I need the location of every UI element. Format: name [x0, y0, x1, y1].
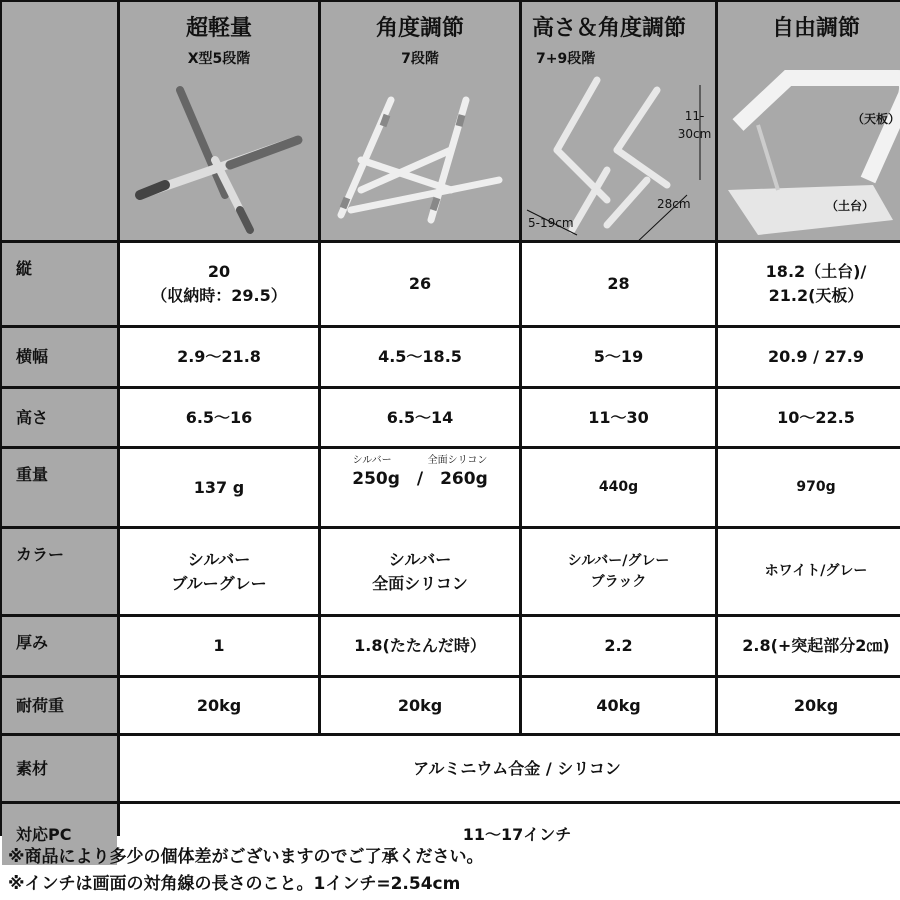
column-title: 高さ＆角度調節 [532, 16, 687, 41]
cell-text: ブルーグレー [171, 573, 267, 593]
cell: 20kg [321, 678, 519, 733]
corner-cell [2, 2, 117, 240]
x-stand-image [120, 70, 318, 240]
top-plate-annotation: （天板） [851, 112, 900, 126]
cell: 11〜30 [522, 389, 715, 446]
column-title: 自由調節 [771, 16, 860, 41]
cell: 20kg [120, 678, 318, 733]
column-title: 超軽量 [185, 16, 252, 41]
cell-text: 21.2(天板） [768, 286, 864, 305]
footnote: ※インチは画面の対角線の長さのこと。1インチ=2.54cm [8, 874, 461, 894]
footnotes [8, 844, 484, 898]
column-subtitle: 7+9段階 [536, 51, 596, 67]
cell: 2.8(+突起部分2㎝) [718, 617, 900, 675]
cell [120, 529, 318, 614]
header-col-4 [718, 2, 900, 240]
note-silver: シルバー [352, 455, 392, 466]
cell: 137 g [120, 449, 318, 526]
base-annotation: （土台） [825, 199, 874, 213]
cell: 2.9〜21.8 [120, 328, 318, 386]
cell-text: シルバー [187, 549, 251, 569]
depth-annotation: 28cm [657, 197, 691, 211]
cell: 4.5〜18.5 [321, 328, 519, 386]
cell: 20.9 / 27.9 [718, 328, 900, 386]
cell: 1 [120, 617, 318, 675]
cell-text: ブラック [590, 573, 647, 590]
cell [321, 449, 519, 526]
column-title: 角度調節 [375, 16, 464, 41]
cell: 6.5〜14 [321, 389, 519, 446]
header-col-2 [321, 2, 519, 240]
row-label-thickness: 厚み [2, 617, 117, 675]
column-subtitle: X型5段階 [187, 51, 251, 67]
cell: 20kg [718, 678, 900, 733]
cell [321, 529, 519, 614]
cell-text: 250g / 260g [352, 469, 488, 489]
cell: 2.2 [522, 617, 715, 675]
cell [522, 529, 715, 614]
cell: 5〜19 [522, 328, 715, 386]
note-silicone: 全面シリコン [427, 455, 488, 466]
header-col-1 [120, 2, 318, 240]
angle-stand-image [321, 70, 519, 240]
row-label-material: 素材 [2, 736, 117, 801]
row-label-height: 高さ [2, 389, 117, 446]
cell: 1.8(たたんだ時） [321, 617, 519, 675]
row-label-weight: 重量 [2, 449, 117, 526]
footnote: ※商品により多少の個体差がございますのでご了承ください。 [8, 847, 484, 867]
row-label-width: 横幅 [2, 328, 117, 386]
cell-text: 全面シリコン [372, 573, 468, 593]
width-annotation: 5-19cm [528, 216, 574, 230]
cell: 440g [522, 449, 715, 526]
cell-text: シルバー/グレー [567, 552, 670, 569]
material-value: アルミニウム合金 / シリコン [120, 736, 900, 801]
weight-notes [353, 455, 488, 467]
cell: 970g [718, 449, 900, 526]
cell-text: （収納時：29.5） [151, 286, 287, 305]
cell [718, 243, 900, 325]
cell [120, 243, 318, 325]
pc-value: 11〜17インチ [120, 804, 900, 865]
cell: 10〜22.5 [718, 389, 900, 446]
row-label-load: 耐荷重 [2, 678, 117, 733]
cell: 26 [321, 243, 519, 325]
cell: 6.5〜16 [120, 389, 318, 446]
cell: 40kg [522, 678, 715, 733]
cell: 28 [522, 243, 715, 325]
cell-text: 18.2（土台)/ [765, 262, 867, 281]
cell-text: シルバー [388, 549, 452, 569]
cell: ホワイト/グレー [718, 529, 900, 614]
row-label-length: 縦 [2, 243, 117, 325]
height-annotation: 11-30cm [677, 109, 712, 141]
cell-text: 20 [207, 262, 231, 281]
column-subtitle: 7段階 [401, 51, 439, 67]
row-label-pc: 対応PC [2, 804, 117, 865]
row-label-color: カラー [2, 529, 117, 614]
header-col-3 [522, 2, 715, 240]
